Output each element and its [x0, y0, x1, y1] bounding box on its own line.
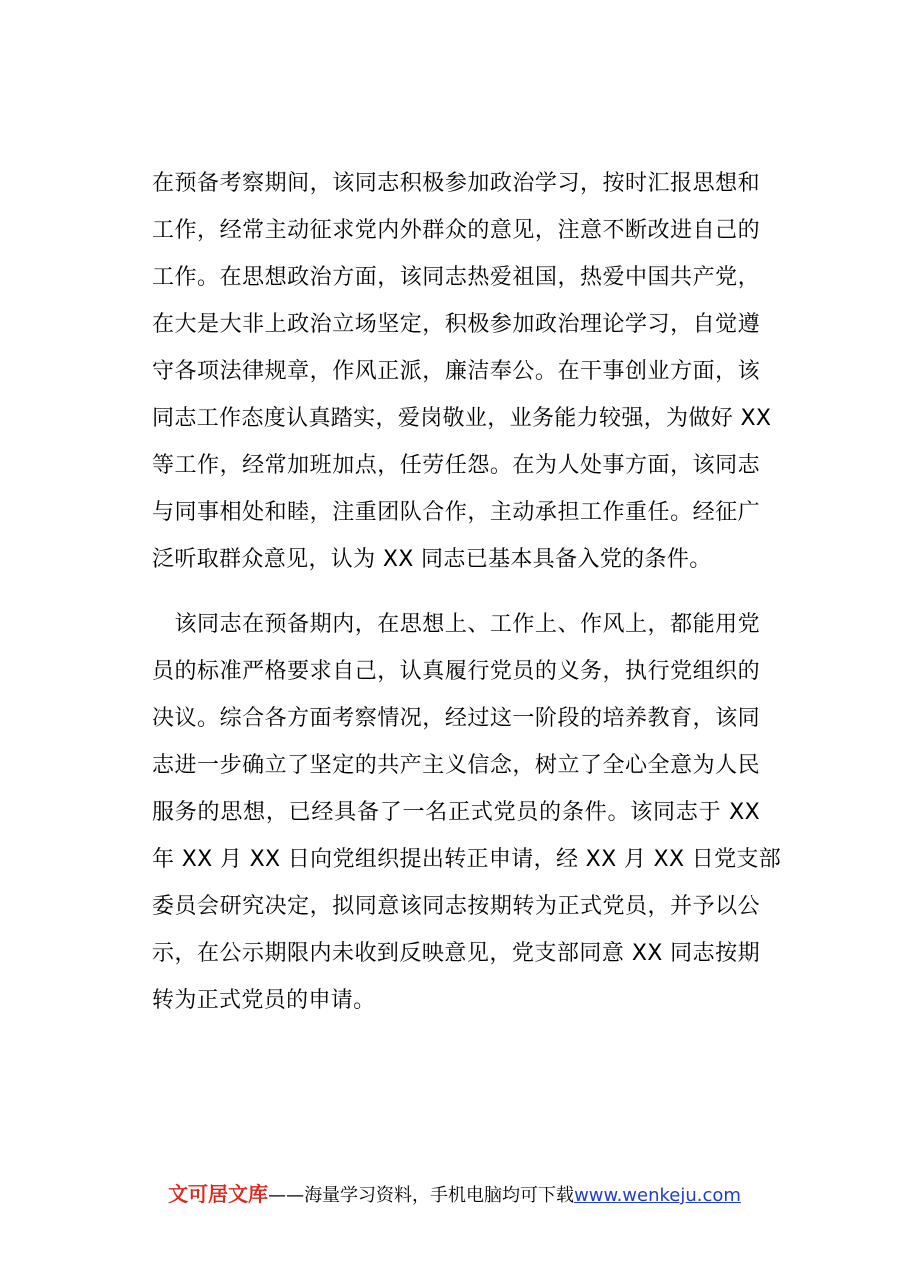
paragraph-line: 决议。综合各方面考察情况，经过这一阶段的培养教育，该同: [152, 706, 760, 731]
footer-separator: ——: [268, 1185, 305, 1206]
footer-brand-name: 文可居文库: [168, 1182, 269, 1206]
footer-website-link[interactable]: www.wenkeju.com: [574, 1185, 741, 1206]
paragraph-line: 泛听取群众意见，认为 XX 同志已基本具备入党的条件。: [152, 547, 712, 572]
paragraph-line: 转为正式党员的申请。: [152, 988, 376, 1013]
paragraph-line: 服务的思想，已经具备了一名正式党员的条件。该同志于 XX: [152, 800, 760, 825]
paragraph-line: 示，在公示期限内未收到反映意见，党支部同意 XX 同志按期: [152, 941, 760, 966]
paragraph-line: 与同事相处和睦，注重团队合作，主动承担工作重任。经征广: [152, 500, 760, 525]
footer-banner: [0, 1178, 909, 1207]
paragraph-line: 该同志在预备期内，在思想上、工作上、作风上，都能用党: [152, 612, 760, 637]
paragraph-line: 在大是大非上政治立场坚定，积极参加政治理论学习，自觉遵: [152, 312, 760, 337]
paragraph-line: 等工作，经常加班加点，任劳任怨。在为人处事方面，该同志: [152, 453, 760, 478]
paragraph-line: 年 XX 月 XX 日向党组织提出转正申请，经 XX 月 XX 日党支部: [152, 847, 782, 872]
paragraph-line: 工作，经常主动征求党内外群众的意见，注意不断改进自己的: [152, 218, 760, 243]
paragraph-line: 同志工作态度认真踏实，爱岗敬业，业务能力较强，为做好 XX: [152, 406, 772, 431]
body-paragraph-1: [152, 160, 772, 583]
body-paragraph-2: [152, 601, 782, 1024]
paragraph-line: 工作。在思想政治方面，该同志热爱祖国，热爱中国共产党，: [152, 265, 760, 290]
paragraph-line: 员的标准严格要求自己，认真履行党员的义务，执行党组织的: [152, 659, 760, 684]
footer-tagline: 海量学习资料，手机电脑均可下载: [304, 1185, 575, 1206]
paragraph-line: 在预备考察期间，该同志积极参加政治学习，按时汇报思想和: [152, 171, 760, 196]
paragraph-line: 委员会研究决定，拟同意该同志按期转为正式党员，并予以公: [152, 894, 760, 919]
paragraph-line: 守各项法律规章，作风正派，廉洁奉公。在干事创业方面，该: [152, 359, 760, 384]
paragraph-line: 志进一步确立了坚定的共产主义信念，树立了全心全意为人民: [152, 753, 760, 778]
